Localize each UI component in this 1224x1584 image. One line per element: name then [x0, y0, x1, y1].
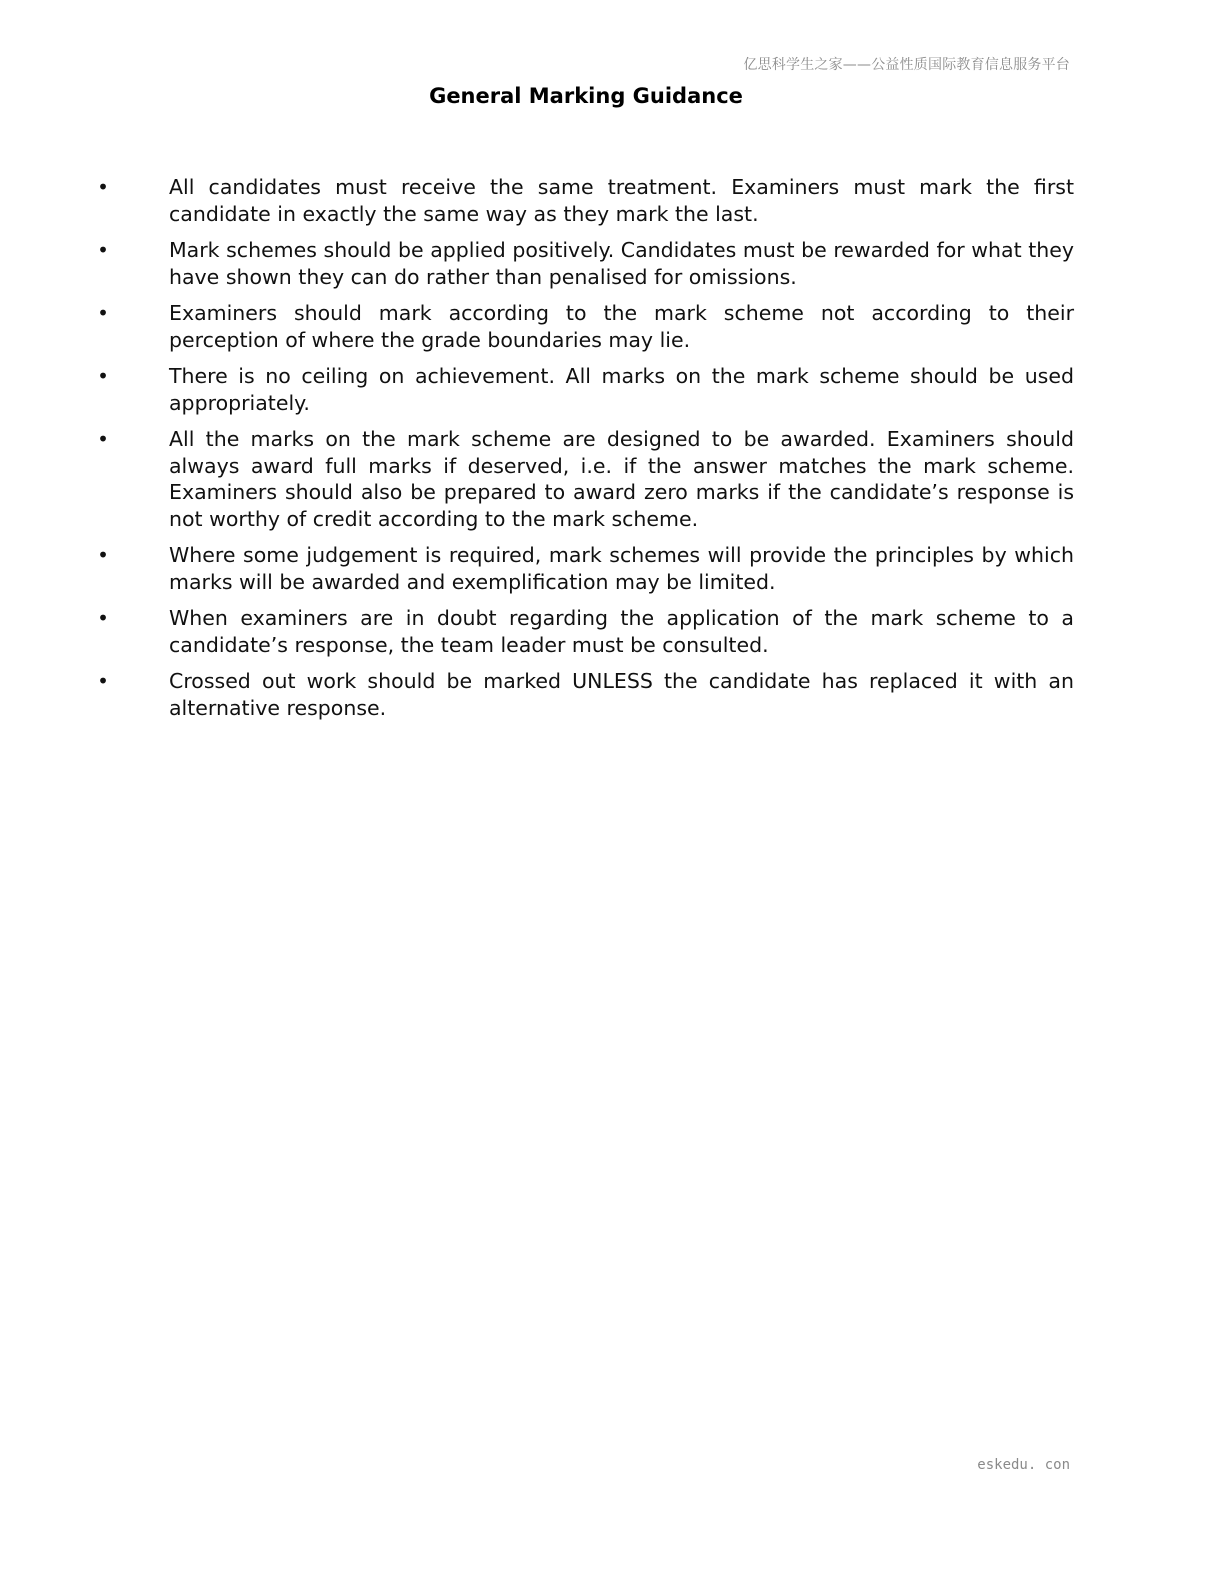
bullet-icon: • — [97, 238, 109, 262]
bullet-icon: • — [97, 301, 109, 325]
guidance-text: Examiners should mark according to the mark scheme not according to their perception of where the grade boundaries may lie. — [169, 301, 1074, 352]
guidance-item — [96, 542, 1074, 595]
guidance-text: All the marks on the mark scheme are designed to be awarded. Examiners should always award full marks if deserved, i.e. if the answer matches the mark scheme. Examiners should also be prepared to award zero marks if the candidate’s response is not worthy of credit according to the mark scheme. — [169, 427, 1074, 531]
guidance-text: There is no ceiling on achievement. All marks on the mark scheme should be used appropriately. — [169, 364, 1074, 415]
guidance-list — [96, 174, 1074, 731]
bullet-icon: • — [97, 606, 109, 630]
guidance-text: Mark schemes should be applied positively. Candidates must be rewarded for what they have shown they can do rather than penalised for omissions. — [169, 238, 1074, 289]
guidance-item — [96, 300, 1074, 353]
guidance-text: Where some judgement is required, mark schemes will provide the principles by which marks will be awarded and exemplification may be limited. — [169, 543, 1074, 594]
bullet-icon: • — [97, 543, 109, 567]
bullet-icon: • — [97, 364, 109, 388]
bullet-icon: • — [97, 669, 109, 693]
guidance-item — [96, 174, 1074, 227]
guidance-item — [96, 605, 1074, 658]
guidance-item — [96, 426, 1074, 532]
footer-site-mark: eskedu. con — [977, 1457, 1070, 1473]
bullet-icon: • — [97, 175, 109, 199]
page-title: General Marking Guidance — [429, 84, 743, 108]
guidance-item — [96, 237, 1074, 290]
guidance-item — [96, 668, 1074, 721]
bullet-icon: • — [97, 427, 109, 451]
header-watermark: 亿思科学生之家——公益性质国际教育信息服务平台 — [743, 57, 1070, 73]
guidance-text: All candidates must receive the same treatment. Examiners must mark the first candidate in exactly the same way as they mark the last. — [169, 175, 1074, 226]
guidance-text: Crossed out work should be marked UNLESS the candidate has replaced it with an alternative response. — [169, 669, 1074, 720]
guidance-text: When examiners are in doubt regarding the application of the mark scheme to a candidate’s response, the team leader must be consulted. — [169, 606, 1074, 657]
guidance-item — [96, 363, 1074, 416]
